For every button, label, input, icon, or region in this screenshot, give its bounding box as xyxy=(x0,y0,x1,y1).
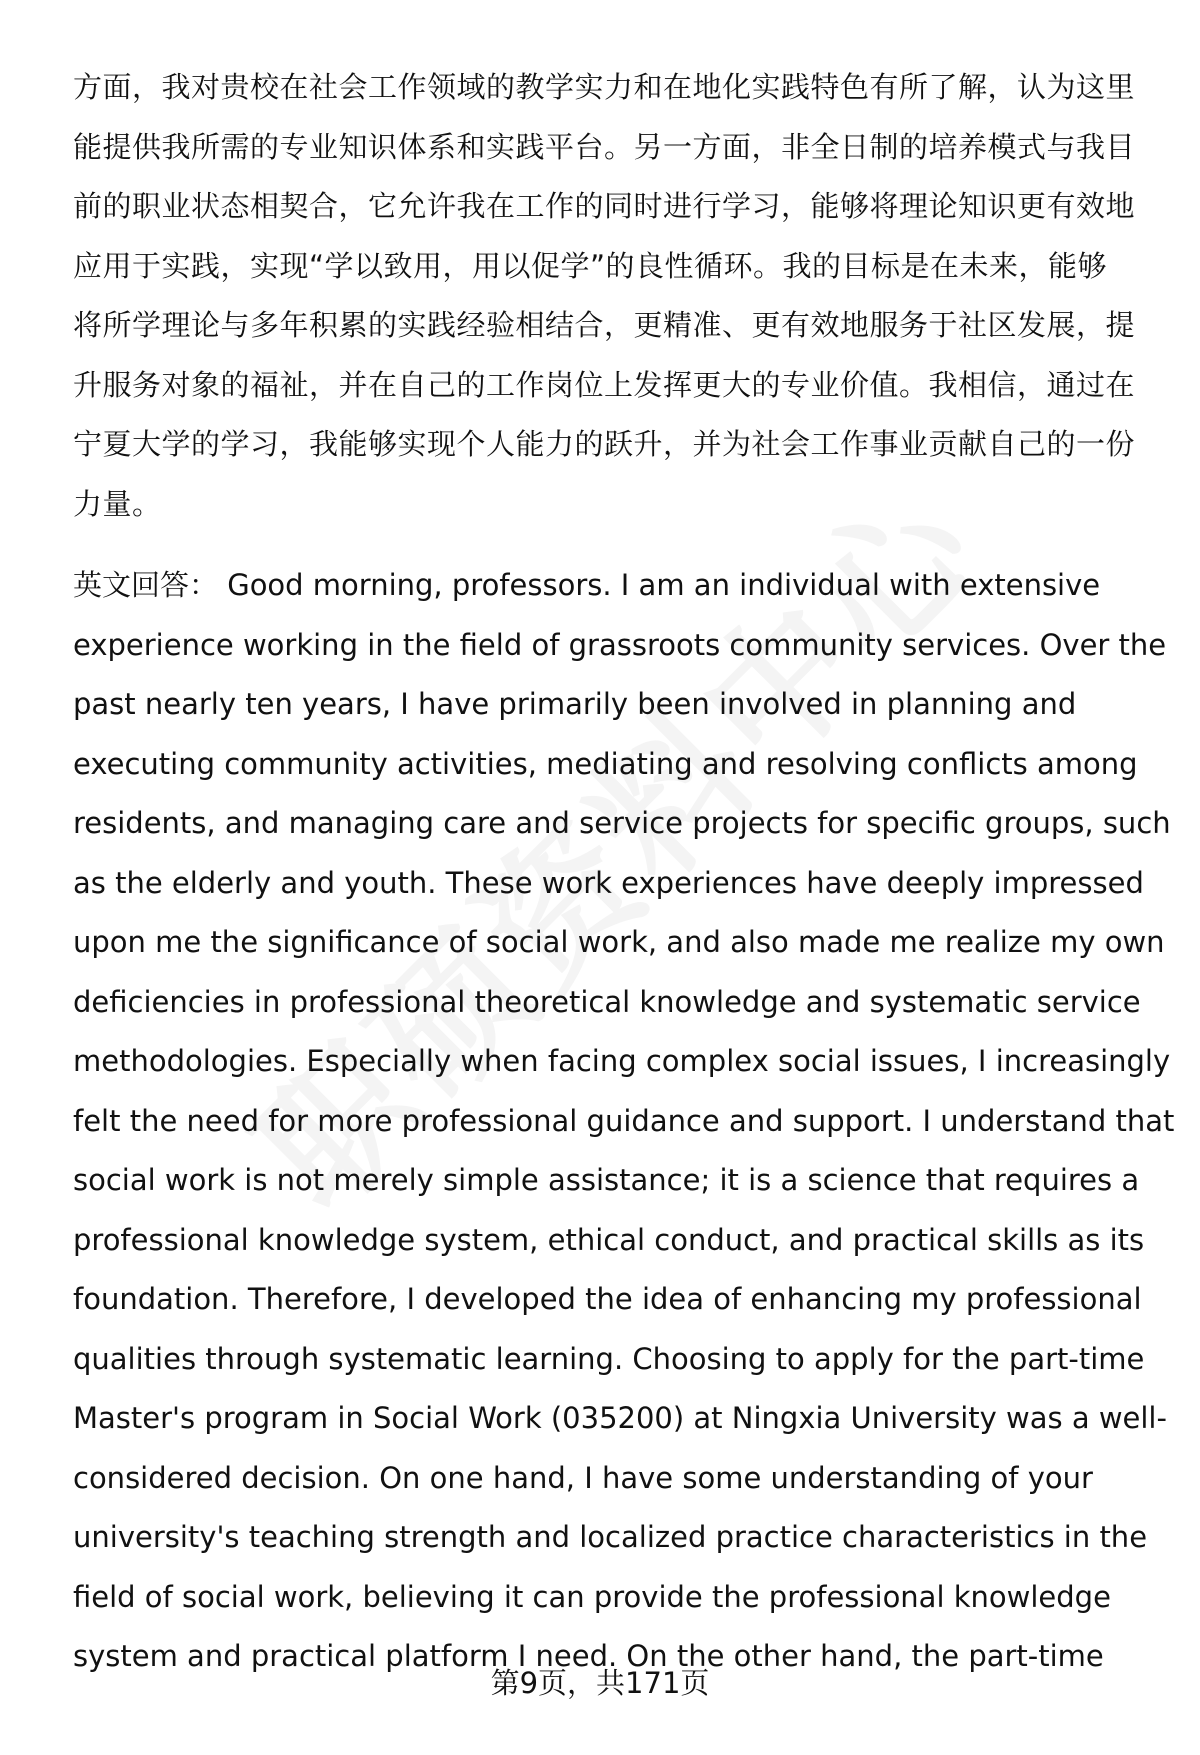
text-line: 宁夏大学的学习，我能够实现个人能力的跃升，并为社会工作事业贡献自己的一份 xyxy=(73,427,1136,461)
text-line: executing community activities, mediating and resolving conflicts among xyxy=(73,746,1138,781)
text-line: 能提供我所需的专业知识体系和实践平台。另一方面，非全日制的培养模式与我目 xyxy=(73,129,1136,164)
text-line: foundation. Therefore, I developed the idea of enhancing my professional xyxy=(73,1282,1142,1316)
text-line: 前的职业状态相契合，它允许我在工作的同时进行学习，能够将理论知识更有效地 xyxy=(73,189,1136,223)
chinese-paragraph xyxy=(73,58,1153,534)
text-line: professional knowledge system, ethical conduct, and practical skills as its xyxy=(73,1222,1145,1257)
text-line: field of social work, believing it can provide the professional knowledge xyxy=(73,1579,1111,1614)
text-line: system and practical platform I need. On the other hand, the part-time xyxy=(73,1639,1104,1673)
text-line: upon me the significance of social work, and also made me realize my own xyxy=(73,925,1165,959)
text-line: qualities through systematic learning. Choosing to apply for the part-time xyxy=(73,1341,1145,1376)
paragraph-gap xyxy=(73,534,1153,556)
page-number-footer: 第9页，共171页 xyxy=(490,1666,710,1700)
text-line: deficiencies in professional theoretical knowledge and systematic service xyxy=(73,984,1141,1019)
text-line: social work is not merely simple assistance; it is a science that requires a xyxy=(73,1163,1140,1197)
text-line: methodologies. Especially when facing complex social issues, I increasingly xyxy=(73,1044,1171,1078)
text-line: residents, and managing care and service projects for specific groups, such xyxy=(73,806,1171,840)
text-line: 力量。 xyxy=(73,486,162,521)
document-body xyxy=(73,58,1175,1687)
text-line: university's teaching strength and localized practice characteristics in the xyxy=(73,1520,1148,1554)
text-line: felt the need for more professional guidance and support. I understand that xyxy=(73,1103,1175,1138)
text-line: 英文回答： Good morning, professors. I am an individual with extensive xyxy=(73,568,1101,602)
text-line: 方面，我对贵校在社会工作领域的教学实力和在地化实践特色有所了解，认为这里 xyxy=(73,70,1136,104)
text-line: experience working in the field of grassroots community services. Over the xyxy=(73,627,1167,662)
text-line: 升服务对象的福祉，并在自己的工作岗位上发挥更大的专业价值。我相信，通过在 xyxy=(73,367,1136,402)
text-line: past nearly ten years, I have primarily been involved in planning and xyxy=(73,687,1077,721)
text-line: Master's program in Social Work (035200) at Ningxia University was a well- xyxy=(73,1401,1167,1435)
text-line: 将所学理论与多年积累的实践经验相结合，更精准、更有效地服务于社区发展，提 xyxy=(73,308,1136,342)
english-answer-paragraph xyxy=(73,556,1175,1687)
text-line: as the elderly and youth. These work experiences have deeply impressed xyxy=(73,865,1144,900)
text-line: 应用于实践，实现“学以致用，用以促学”的良性循环。我的目标是在未来，能够 xyxy=(73,248,1108,283)
text-line: considered decision. On one hand, I have some understanding of your xyxy=(73,1460,1093,1495)
